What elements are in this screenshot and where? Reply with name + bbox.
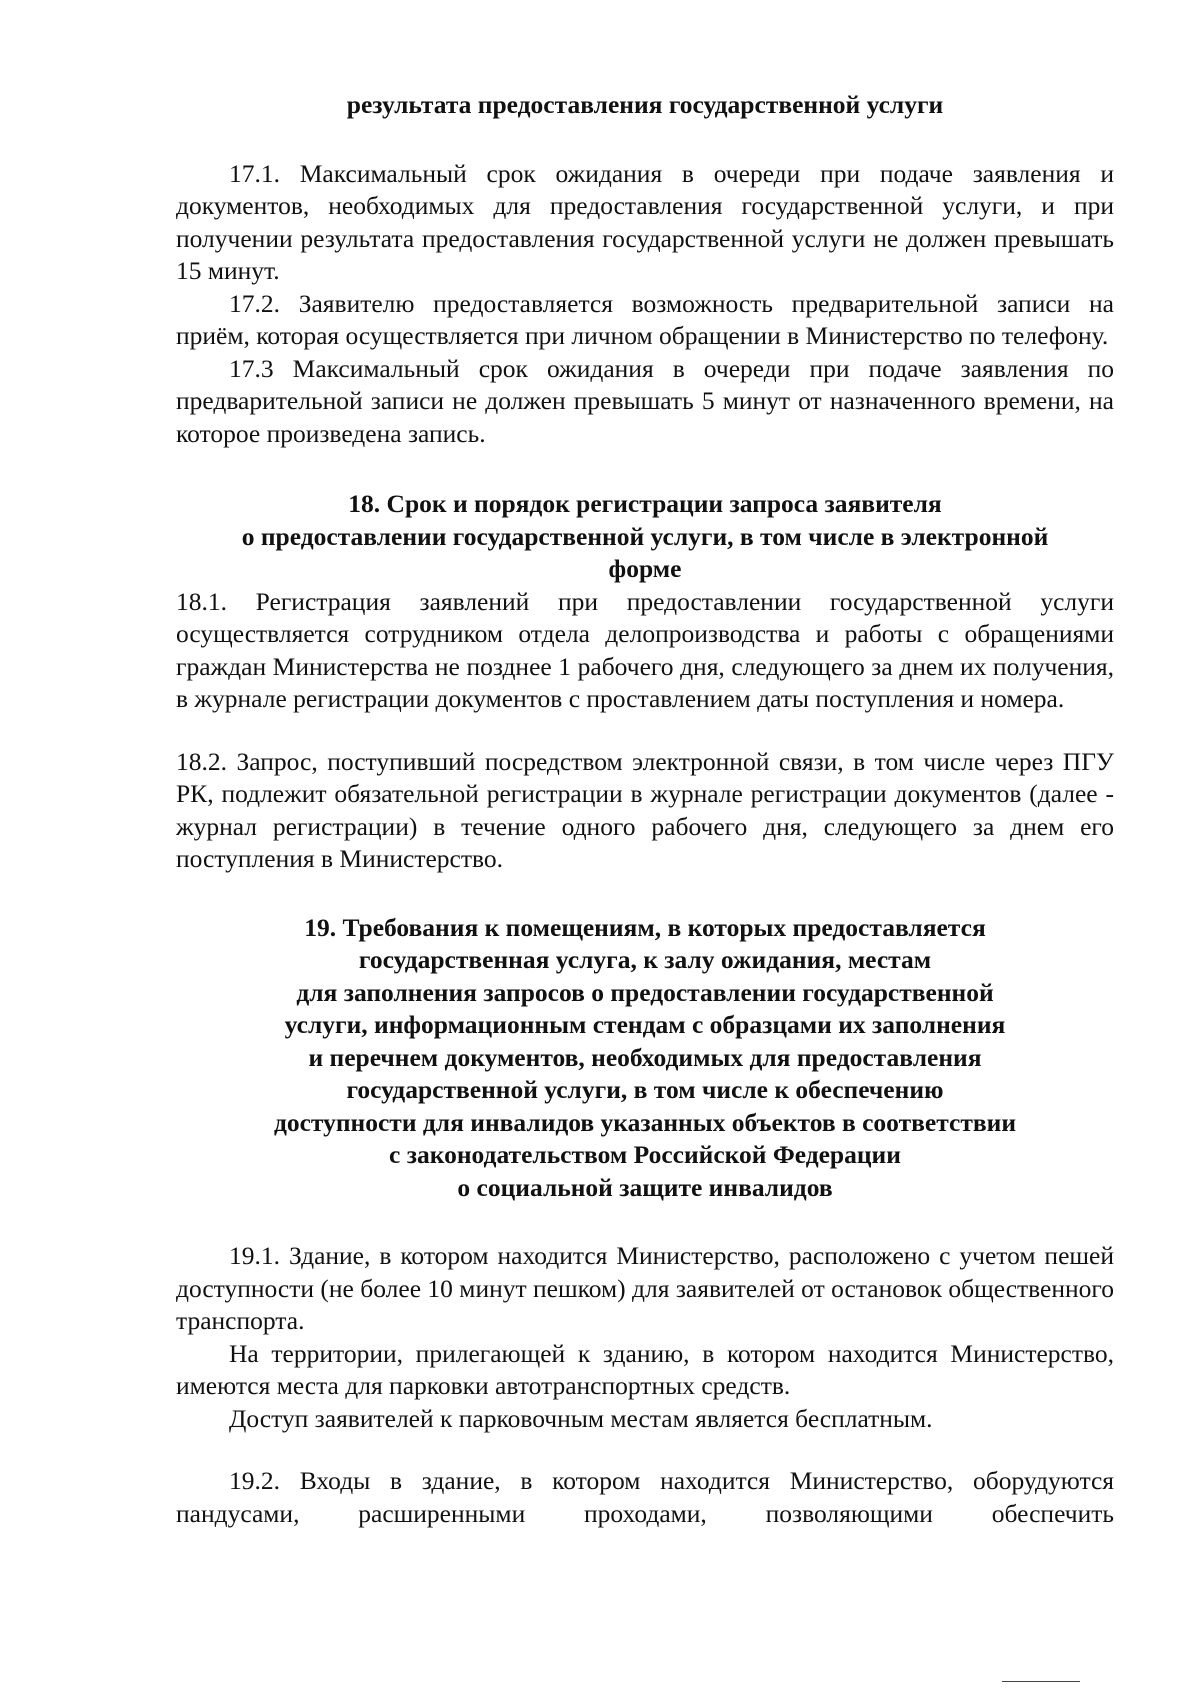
footer-rule [1002,1681,1080,1682]
paragraph-17-3: 17.3 Максимальный срок ожидания в очереди при подаче заявления по предварительной записи не должен превышать 5 минут от назначенного времени, на которое произведена запись. [176,353,1114,448]
paragraph-19-1-parking: На территории, прилегающей к зданию, в котором находится Министерство, имеются места для парковки автотранспортных средств. [176,1338,1114,1400]
section-19-heading-line: и перечнем документов, необходимых для предоставления [308,1042,982,1072]
section-19-heading-line: для заполнения запросов о предоставлении государственной [296,977,994,1007]
paragraph-19-2: 19.2. Входы в здание, в котором находится Министерство, оборудуются пандусами, расширенными проходами, позволяющими обеспечить [176,1466,1114,1528]
section-18-heading-line: форме [608,554,682,583]
section-19-heading-line: о социальной защите инвалидов [457,1172,833,1202]
top-heading: результата предоставления государственной услуги [346,90,944,119]
paragraph-19-1-access: Доступ заявителей к парковочным местам является бесплатным. [229,1403,933,1433]
paragraph-17-2: 17.2. Заявителю предоставляется возможность предварительной записи на приём, которая осуществляется при личном обращении в Министерство по телефону. [176,288,1114,350]
section-19-heading-line: с законодательством Российской Федерации [389,1140,901,1169]
paragraph-19-1: 19.1. Здание, в котором находится Министерство, расположено с учетом пешей доступности (не более 10 минут пешком) для заявителей от остановок общественного транспорта. [176,1241,1114,1335]
section-18-heading-line: о предоставлении государственной услуги, в том числе в электронной [241,521,1049,551]
section-19-heading-line: 19. Требования к помещениям, в которых предоставляется [304,912,986,942]
document-body [176,89,1114,1530]
section-19-heading-line: государственной услуги, в том числе к обеспечению [346,1075,944,1104]
section-19-heading-line: услуги, информационным стендам с образцами их заполнения [284,1010,1006,1039]
paragraph-17-1: 17.1. Максимальный срок ожидания в очереди при подаче заявления и документов, необходимых для предоставления государственной услуги, и при получении результата предоставления государственной услуги не должен превышать 15 минут. [176,158,1114,285]
section-18-heading [176,488,1114,586]
paragraph-18-2: 18.2. Запрос, поступивший посредством электронной связи, в том числе через ПГУ РК, подлежит обязательной регистрации в журнале регистрации документов (далее - журнал регистрации) в течение одного рабочего дня, следующего за днем его поступления в Министерство. [176,746,1114,873]
section-19-heading [176,912,1114,1205]
paragraph-18-1: 18.1. Регистрация заявлений при предоставлении государственной услуги осуществляется сотрудником отдела делопроизводства и работы с обращениями граждан Министерства не позднее 1 рабочего дня, следующего за днем их получения, в журнале регистрации документов с проставлением даты поступления и номера. [176,586,1114,713]
section-19-heading-line: доступности для инвалидов указанных объектов в соответствии [273,1107,1017,1137]
section-19-heading-line: государственная услуга, к залу ожидания, местам [358,945,932,974]
section-18-heading-line: 18. Срок и порядок регистрации запроса заявителя [348,489,942,518]
